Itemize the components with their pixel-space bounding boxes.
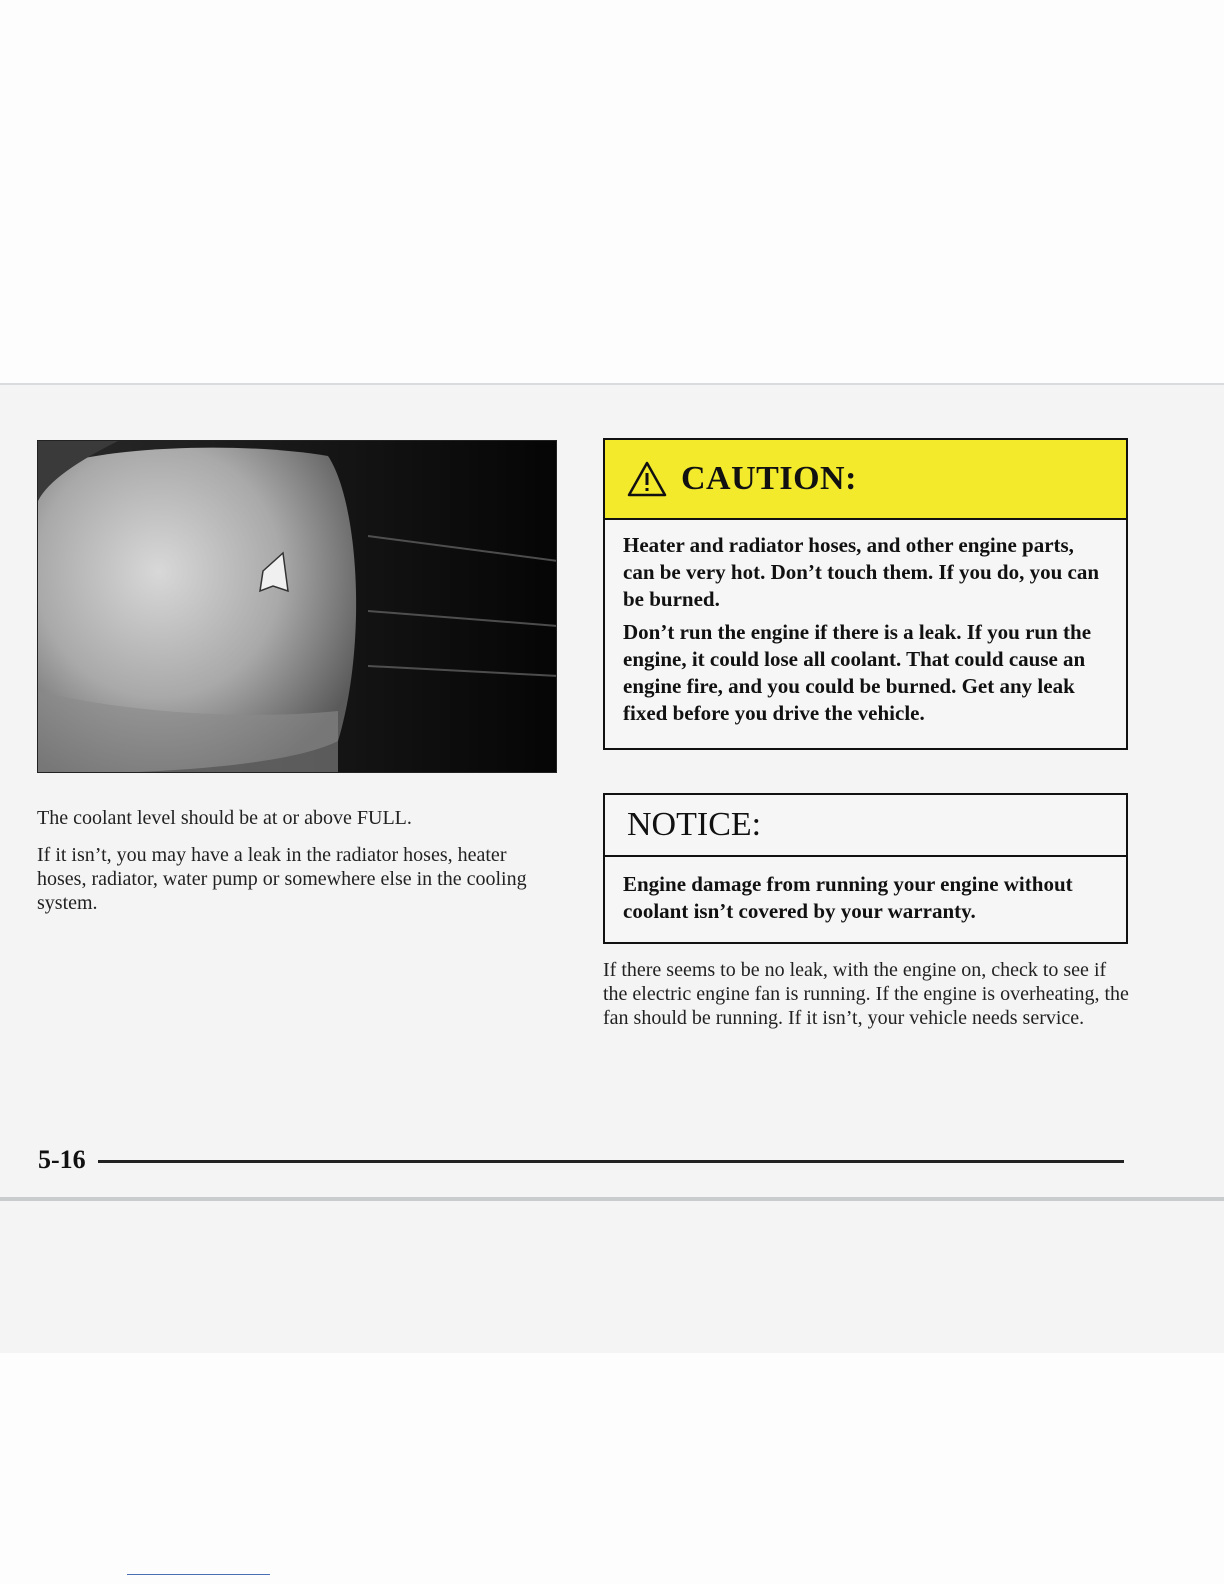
caution-header — [605, 440, 1126, 520]
notice-body — [605, 857, 1126, 925]
leak-text: If it isn’t, you may have a leak in the radiator hoses, heater hoses, radiator, water pump or somewhere else in the cooling system. — [37, 844, 527, 914]
notice-header — [605, 795, 1126, 857]
caution-title: CAUTION: — [681, 460, 857, 497]
fan-check-text: If there seems to be no leak, with the engine on, check to see if the electric engine fan is running. If the engine is overheating, the fan should be running. If it isn’t, your vehicle needs service. — [603, 959, 1129, 1029]
page-number: 5-16 — [38, 1145, 86, 1174]
coolant-reservoir-photo — [37, 440, 557, 773]
coolant-level-text: The coolant level should be at or above FULL. — [37, 807, 412, 829]
notice-box — [603, 793, 1128, 944]
caution-body — [605, 520, 1126, 727]
caution-paragraph-leak: Don’t run the engine if there is a leak. If you run the engine, it could lose all coolant. That could cause an engine fire, and you could be burned. Get any leak fixed before you drive the vehicle. — [623, 620, 1092, 725]
notice-title: NOTICE: — [627, 806, 762, 843]
coolant-reservoir-illustration — [38, 441, 557, 773]
bottom-underline — [127, 1574, 270, 1575]
warning-triangle-icon — [627, 461, 667, 497]
caution-box — [603, 438, 1128, 750]
band-bottom-rule — [0, 1197, 1224, 1201]
footer-rule — [98, 1160, 1124, 1163]
caution-paragraph-hot: Heater and radiator hoses, and other engine parts, can be very hot. Don’t touch them. If you do, you can be burned. — [623, 533, 1100, 611]
notice-text: Engine damage from running your engine without coolant isn’t covered by your warranty. — [623, 872, 1073, 923]
